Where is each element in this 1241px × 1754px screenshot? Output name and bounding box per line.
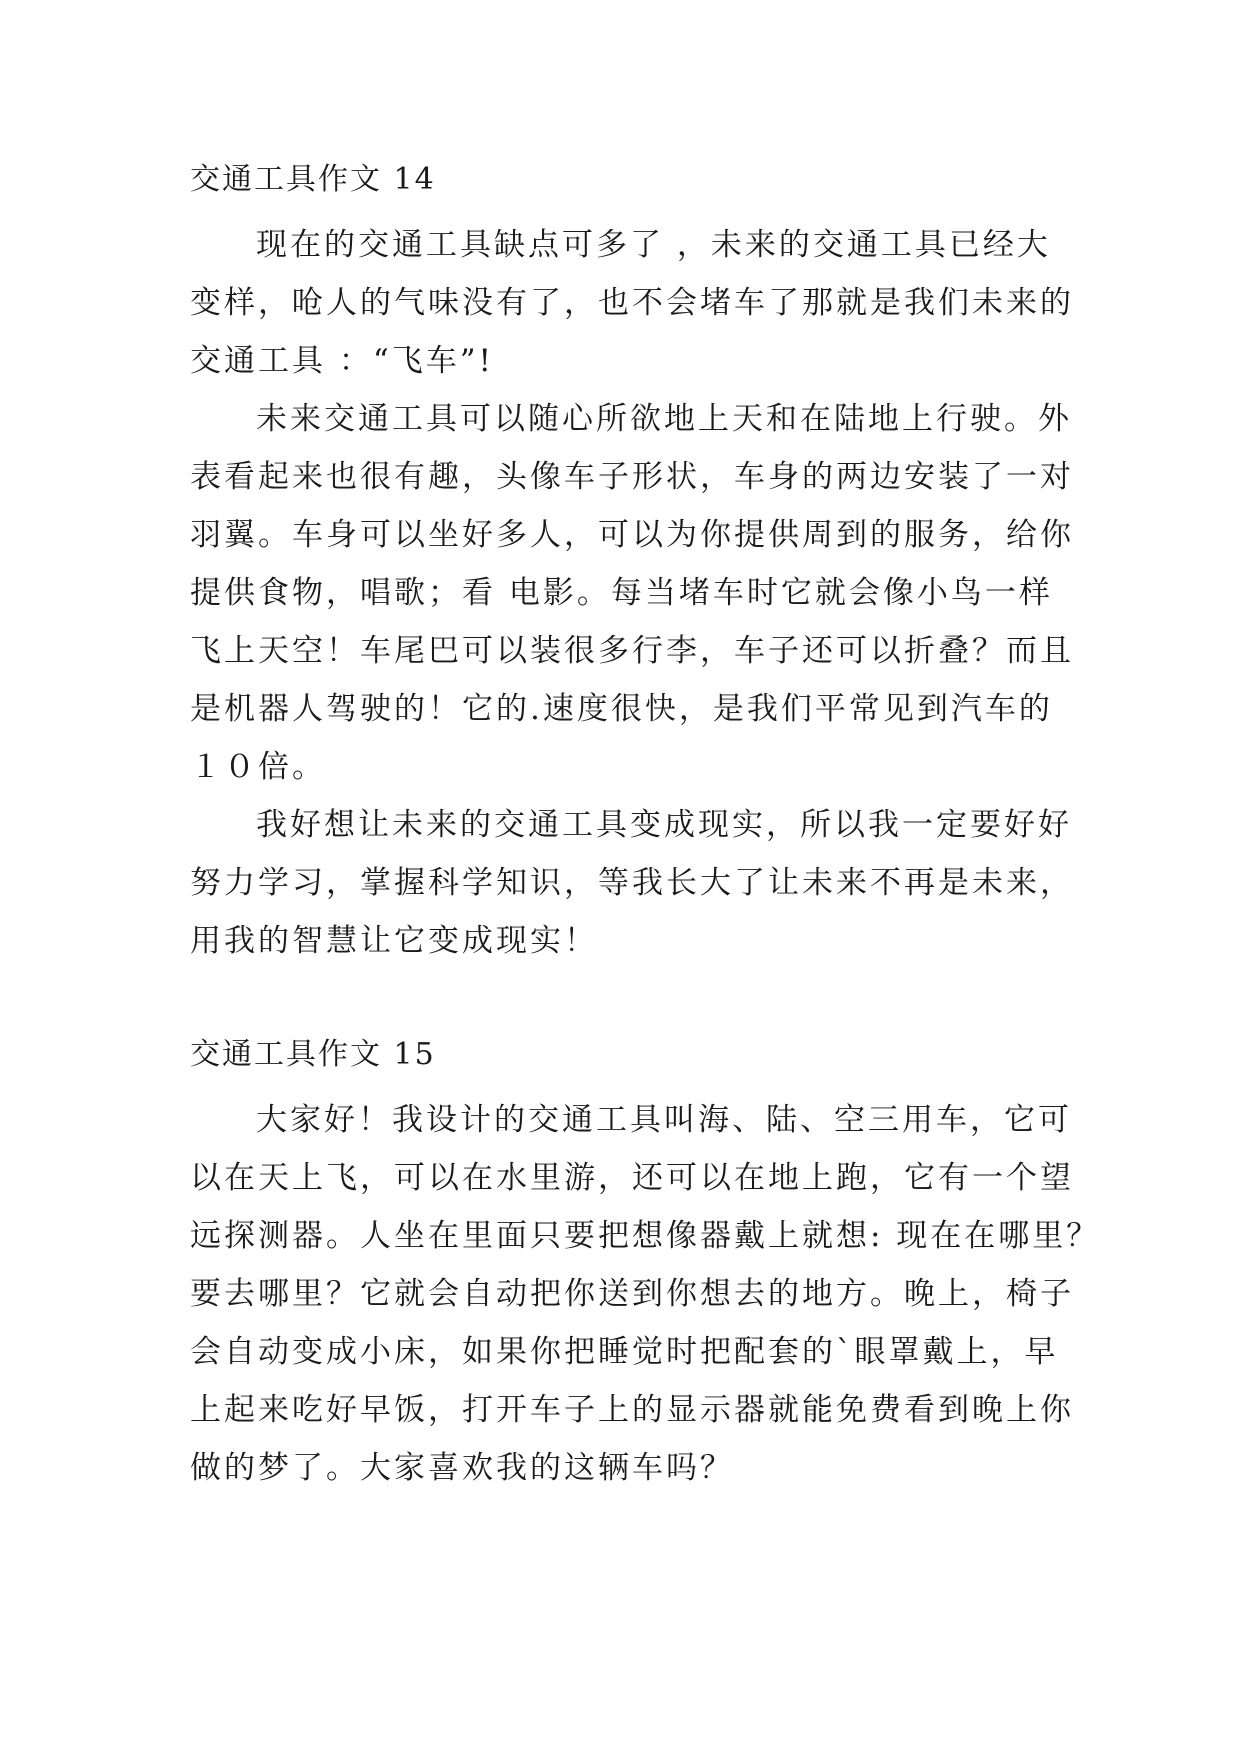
text-line: 羽翼。车身可以坐好多人，可以为你提供周到的服务，给你: [190, 517, 1074, 553]
paragraph: [190, 1091, 1101, 1497]
text-line: 以在天上飞，可以在水里游，还可以在地上跑，它有一个望: [190, 1160, 1074, 1196]
text-line: 未来交通工具可以随心所欲地上天和在陆地上行驶。外: [256, 401, 1072, 437]
text-line: 会自动变成小床，如果你把睡觉时把配套的`眼罩戴上，早: [190, 1334, 1059, 1370]
paragraph: [190, 796, 1074, 970]
essay-15: [190, 1035, 1101, 1497]
text-line: 用我的智慧让它变成现实！: [190, 923, 598, 959]
essay-14: [190, 160, 1074, 970]
text-line: 远探测器。人坐在里面只要把想像器戴上就想: 现在在哪里？: [190, 1218, 1101, 1254]
text-line: １０倍。: [190, 749, 326, 785]
essay-title: 交通工具作文 14: [190, 162, 436, 197]
text-line: 表看起来也很有趣，头像车子形状，车身的两边安装了一对: [190, 459, 1074, 495]
text-line: 交通工具 ：“飞车”!: [190, 343, 495, 379]
text-line: 变样，呛人的气味没有了，也不会堵车了那就是我们未来的: [190, 285, 1074, 321]
text-line: 飞上天空！车尾巴可以装很多行李，车子还可以折叠？而且: [190, 633, 1074, 669]
text-line: 提供食物，唱歌；看 电影。每当堵车时它就会像小鸟一样: [190, 575, 1053, 611]
text-line: 我好想让未来的交通工具变成现实，所以我一定要好好: [256, 807, 1072, 843]
paragraph: [190, 216, 1074, 390]
text-line: 努力学习，掌握科学知识，等我长大了让未来不再是未来，: [190, 865, 1074, 901]
text-line: 做的梦了。大家喜欢我的这辆车吗？: [190, 1450, 734, 1486]
essay-title: 交通工具作文 15: [190, 1037, 436, 1072]
text-line: 大家好！我设计的交通工具叫海、陆、空三用车，它可: [256, 1102, 1072, 1138]
paragraph: [190, 390, 1074, 796]
text-line: 要去哪里？它就会自动把你送到你想去的地方。晚上，椅子: [190, 1276, 1074, 1312]
text-line: 现在的交通工具缺点可多了 ，未来的交通工具已经大: [256, 227, 1051, 263]
text-line: 上起来吃好早饭，打开车子上的显示器就能免费看到晚上你: [190, 1392, 1074, 1428]
text-line: 是机器人驾驶的！它的.速度很快，是我们平常见到汽车的: [190, 691, 1053, 727]
